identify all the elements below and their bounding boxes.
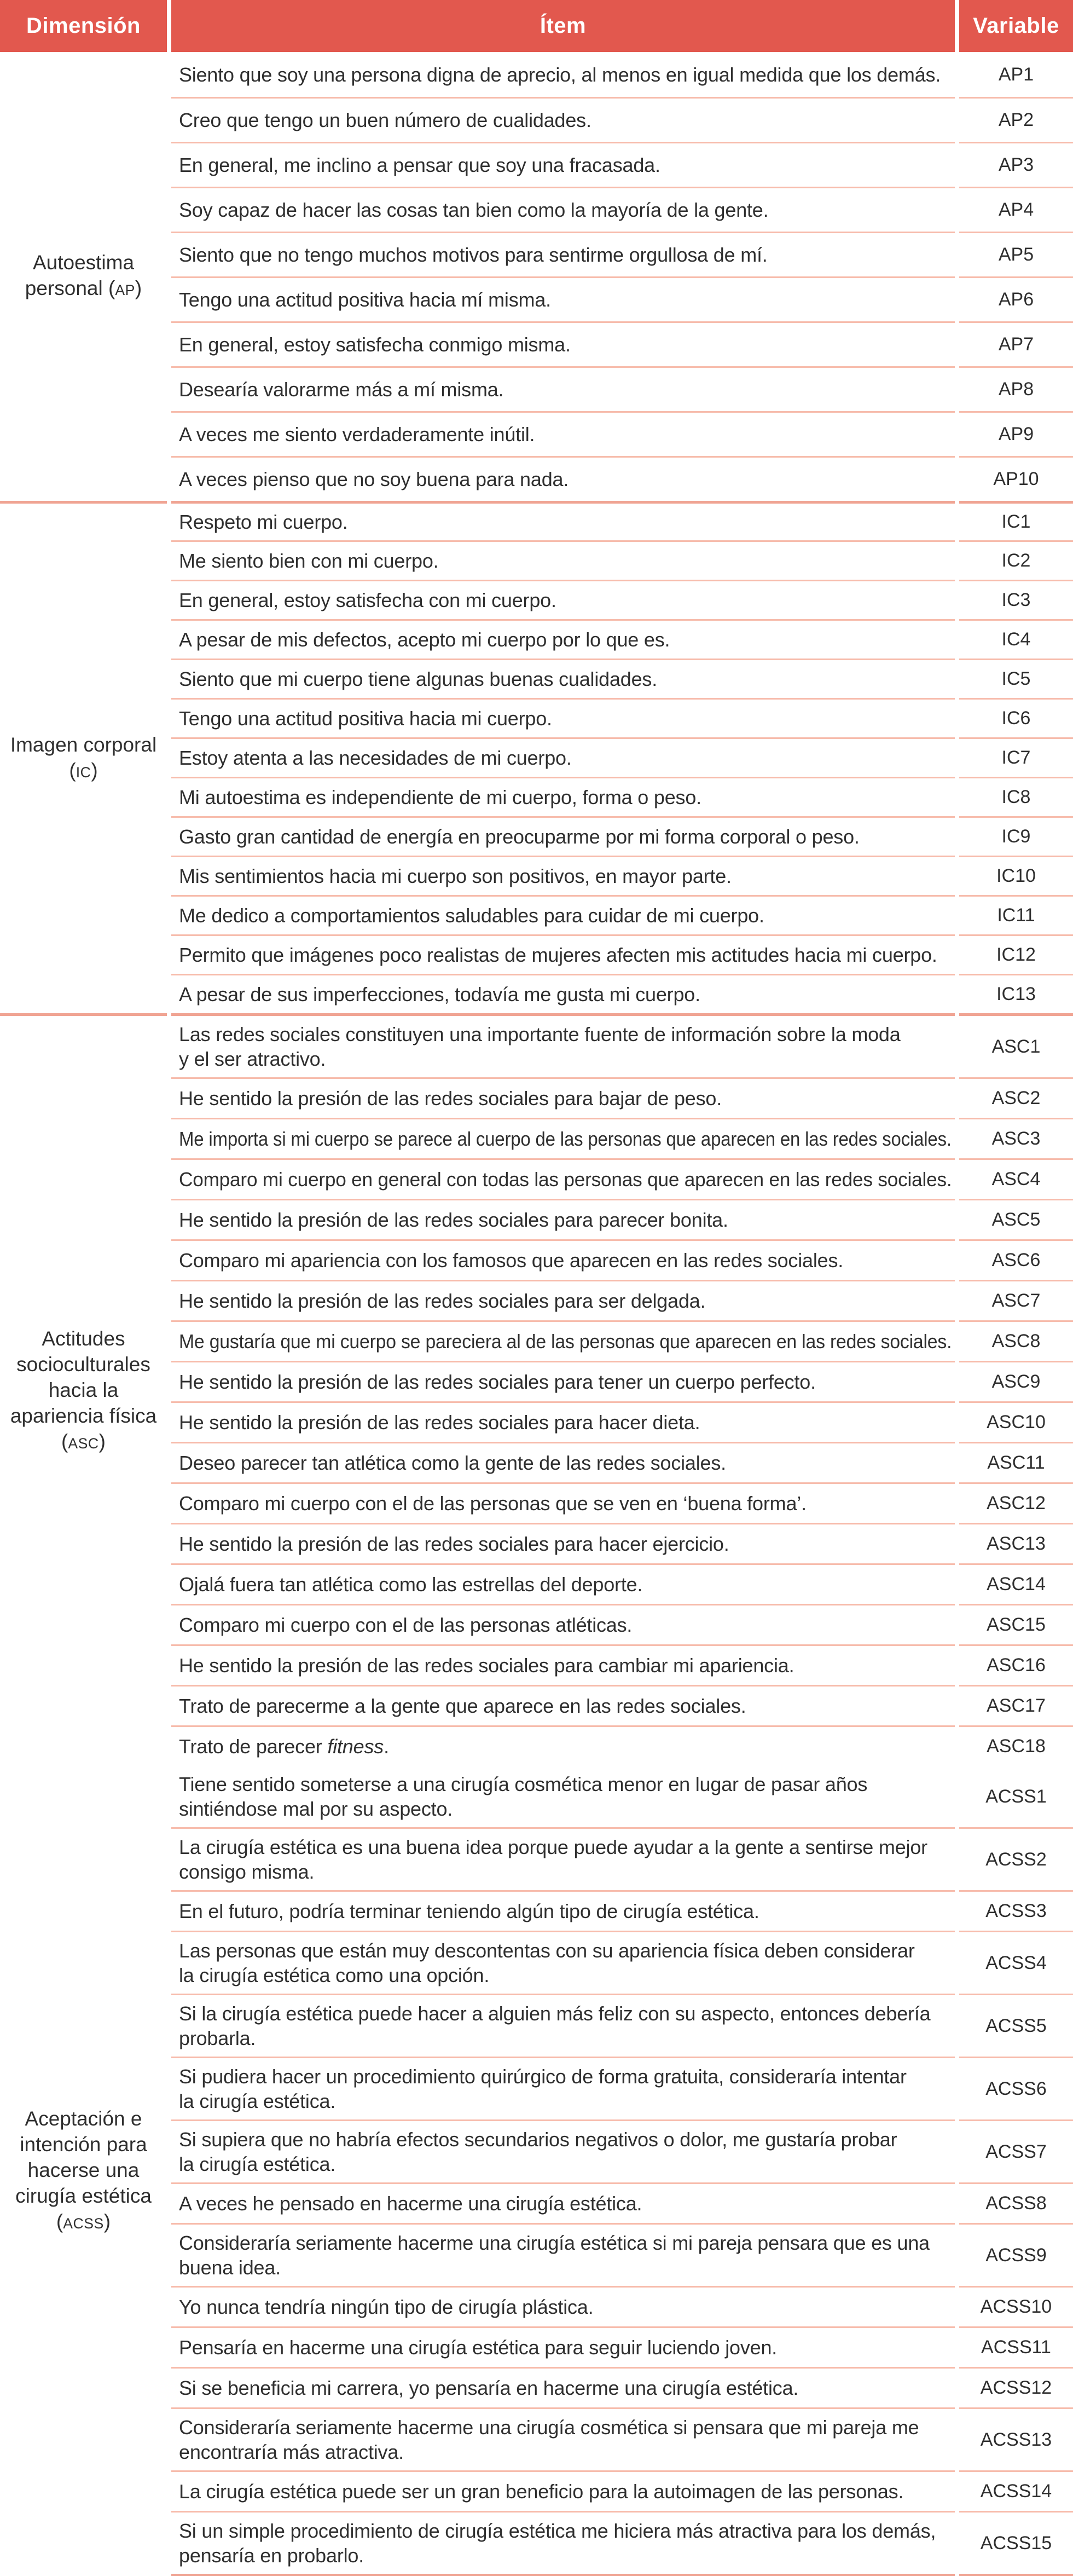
item-line xyxy=(179,667,952,691)
item-IC10 xyxy=(171,856,955,895)
table-header xyxy=(0,0,1073,52)
variable-ASC12: ASC12 xyxy=(959,1482,1073,1523)
item-text: He sentido la presión de las redes sociales para hacer dieta. xyxy=(179,1411,700,1434)
item-text: Siento que mi cuerpo tiene algunas buenas cualidades. xyxy=(179,668,658,690)
item-ASC15 xyxy=(171,1604,955,1644)
item-line xyxy=(179,2127,952,2152)
item-ASC16 xyxy=(171,1644,955,1685)
item-IC2 xyxy=(171,540,955,580)
variable-ACSS13: ACSS13 xyxy=(959,2407,1073,2470)
item-ACSS10 xyxy=(171,2286,955,2326)
item-line xyxy=(179,1572,952,1597)
item-AP4 xyxy=(171,187,955,232)
item-ACSS13 xyxy=(171,2407,955,2470)
item-ACSS15 xyxy=(171,2511,955,2576)
item-text: Desearía valorarme más a mí misma. xyxy=(179,378,504,401)
item-ASC10 xyxy=(171,1401,955,1442)
item-line xyxy=(179,2335,952,2360)
dimension-text: apariencia física xyxy=(10,1404,157,1427)
item-IC11 xyxy=(171,895,955,934)
item-text: Mi autoestima es independiente de mi cuerpo, forma o peso. xyxy=(179,786,701,808)
item-IC7 xyxy=(171,737,955,777)
item-AP5 xyxy=(171,232,955,276)
item-line xyxy=(179,1248,952,1273)
variable-ASC3: ASC3 xyxy=(959,1118,1073,1158)
item-line xyxy=(179,903,952,928)
item-line xyxy=(179,785,952,810)
dimension-line xyxy=(1,2183,166,2209)
variable-ASC1: ASC1 xyxy=(959,1013,1073,1077)
item-ASC18 xyxy=(171,1725,955,1766)
variable-ACSS6: ACSS6 xyxy=(959,2057,1073,2119)
variable-ACSS12: ACSS12 xyxy=(959,2367,1073,2407)
variable-IC4: IC4 xyxy=(959,619,1073,659)
item-text: Me dedico a comportamientos saludables para cuidar de mi cuerpo. xyxy=(179,904,764,927)
item-ASC8 xyxy=(171,1320,955,1361)
item-line xyxy=(179,2415,952,2440)
item-ASC9 xyxy=(171,1361,955,1401)
item-text: Trato de parecerme a la gente que aparece en las redes sociales. xyxy=(179,1695,746,1717)
table-body xyxy=(0,52,1073,2576)
item-line xyxy=(179,198,952,222)
item-IC6 xyxy=(171,698,955,737)
variable-IC8: IC8 xyxy=(959,777,1073,816)
item-text: He sentido la presión de las redes sociales para tener un cuerpo perfecto. xyxy=(179,1371,816,1393)
section-ic xyxy=(0,501,1073,1013)
item-text: A veces me siento verdaderamente inútil. xyxy=(179,423,535,446)
item-line xyxy=(179,62,952,87)
item-line xyxy=(179,108,952,132)
item-text: Yo nunca tendría ningún tipo de cirugía plástica. xyxy=(179,2296,594,2318)
item-line xyxy=(179,2519,952,2543)
dimension-cell-ic xyxy=(0,501,167,1013)
variable-ACSS5: ACSS5 xyxy=(959,1994,1073,2057)
item-text: Gasto gran cantidad de energía en preocuparme por mi forma corporal o peso. xyxy=(179,825,860,848)
item-text: Tengo una actitud positiva hacia mí misma. xyxy=(179,288,551,311)
item-text: sintiéndose mal por su aspecto. xyxy=(179,1798,453,1820)
item-text: la cirugía estética. xyxy=(179,2090,336,2112)
variable-ASC11: ASC11 xyxy=(959,1442,1073,1482)
item-text: Siento que no tengo muchos motivos para sentirme orgullosa de mí. xyxy=(179,244,768,266)
item-line xyxy=(179,2064,952,2089)
item-ACSS5 xyxy=(171,1994,955,2057)
item-IC5 xyxy=(171,659,955,698)
variable-IC7: IC7 xyxy=(959,737,1073,777)
item-text: pensaría en probarlo. xyxy=(179,2544,364,2567)
item-line xyxy=(179,1899,952,1924)
item-text: probarla. xyxy=(179,2027,256,2049)
dimension-abbr: IC xyxy=(76,764,91,781)
item-text: Creo que tengo un buen número de cualidades. xyxy=(179,109,591,131)
item-AP2 xyxy=(171,97,955,142)
item-line xyxy=(179,1653,952,1678)
item-text: Respeto mi cuerpo. xyxy=(179,511,348,533)
item-text: Deseo parecer tan atlética como la gente de las redes sociales. xyxy=(179,1452,726,1474)
dimension-line xyxy=(1,2106,166,2132)
item-ACSS11 xyxy=(171,2326,955,2367)
variable-ACSS7: ACSS7 xyxy=(959,2119,1073,2182)
item-line xyxy=(179,627,952,652)
item-text: Comparo mi cuerpo con el de las personas atléticas. xyxy=(179,1614,633,1636)
dimension-line xyxy=(1,1403,166,1429)
variable-ASC18: ASC18 xyxy=(959,1725,1073,1766)
item-text: La cirugía estética puede ser un gran beneficio para la autoimagen de las personas. xyxy=(179,2480,904,2503)
item-line xyxy=(179,548,952,573)
item-ACSS12 xyxy=(171,2367,955,2407)
item-line xyxy=(179,2295,952,2319)
item-line xyxy=(179,982,952,1007)
variable-ASC16: ASC16 xyxy=(959,1644,1073,1685)
item-text: En general, me inclino a pensar que soy una fracasada. xyxy=(179,154,660,176)
dimension-line xyxy=(1,1326,166,1351)
item-line xyxy=(179,1127,952,1151)
item-AP6 xyxy=(171,276,955,321)
item-line xyxy=(179,1208,952,1232)
item-AP9 xyxy=(171,411,955,456)
item-line xyxy=(179,1410,952,1435)
item-line xyxy=(179,2231,952,2255)
variable-ASC6: ASC6 xyxy=(959,1239,1073,1280)
item-ASC13 xyxy=(171,1523,955,1563)
item-line xyxy=(179,746,952,770)
item-text: He sentido la presión de las redes sociales para bajar de peso. xyxy=(179,1087,722,1110)
item-line xyxy=(179,2440,952,2464)
item-ASC4 xyxy=(171,1158,955,1199)
dimension-abbr: ASC xyxy=(68,1435,99,1452)
dimension-cell-acss xyxy=(0,1766,167,2576)
dimension-line xyxy=(1,1377,166,1403)
variable-AP7: AP7 xyxy=(959,321,1073,366)
dimension-text: (ASC) xyxy=(61,1430,106,1453)
item-text: La cirugía estética es una buena idea porque puede ayudar a la gente a sentirse mejor xyxy=(179,1836,927,1858)
item-text: Si la cirugía estética puede hacer a alguien más feliz con su aspecto, entonces debería xyxy=(179,2002,931,2025)
dimension-abbr: ACSS xyxy=(63,2215,104,2232)
item-ACSS4 xyxy=(171,1931,955,1994)
item-line xyxy=(179,1734,952,1759)
item-ACSS7 xyxy=(171,2119,955,2182)
dimension-line xyxy=(1,250,166,275)
variable-IC2: IC2 xyxy=(959,540,1073,580)
item-ASC12 xyxy=(171,1482,955,1523)
variable-AP3: AP3 xyxy=(959,142,1073,187)
variable-AP8: AP8 xyxy=(959,366,1073,411)
variable-AP9: AP9 xyxy=(959,411,1073,456)
dimension-abbr: AP xyxy=(115,282,135,298)
item-line xyxy=(179,1772,952,1797)
variable-IC10: IC10 xyxy=(959,856,1073,895)
variable-ACSS14: ACSS14 xyxy=(959,2470,1073,2511)
variable-IC12: IC12 xyxy=(959,934,1073,974)
item-line xyxy=(179,2026,952,2051)
dimension-line xyxy=(1,732,166,758)
item-text: Si se beneficia mi carrera, yo pensaría en hacerme una cirugía estética. xyxy=(179,2377,799,2399)
item-text: Si pudiera hacer un procedimiento quirúrgico de forma gratuita, consideraría intentar xyxy=(179,2065,907,2088)
item-ACSS1 xyxy=(171,1766,955,1827)
dimension-line xyxy=(1,275,166,303)
item-text: la cirugía estética. xyxy=(179,2153,336,2175)
dimension-line xyxy=(1,2209,166,2237)
header-dimension: Dimensión xyxy=(0,0,167,52)
variable-ASC5: ASC5 xyxy=(959,1199,1073,1239)
variable-AP4: AP4 xyxy=(959,187,1073,232)
item-line xyxy=(179,1532,952,1556)
variable-IC3: IC3 xyxy=(959,580,1073,619)
item-text: Trato de parecer fitness. xyxy=(179,1735,389,1758)
item-AP7 xyxy=(171,321,955,366)
item-line xyxy=(179,1086,952,1111)
item-line xyxy=(179,1797,952,1821)
item-line xyxy=(179,1491,952,1516)
item-text: Si un simple procedimiento de cirugía estética me hiciera más atractiva para los demás, xyxy=(179,2520,936,2542)
item-text: Comparo mi cuerpo con el de las personas que se ven en ‘buena forma’. xyxy=(179,1492,807,1515)
item-line xyxy=(179,287,952,312)
item-IC8 xyxy=(171,777,955,816)
item-text: He sentido la presión de las redes sociales para parecer bonita. xyxy=(179,1209,728,1231)
variable-ACSS3: ACSS3 xyxy=(959,1890,1073,1931)
dimension-text: intención para xyxy=(20,2133,147,2156)
dimension-text: personal (AP) xyxy=(25,277,142,299)
item-line xyxy=(179,1047,952,1071)
variable-ASC17: ASC17 xyxy=(959,1685,1073,1725)
variable-ASC14: ASC14 xyxy=(959,1563,1073,1604)
dimension-text: Actitudes xyxy=(42,1327,125,1350)
dimension-text: Autoestima xyxy=(32,251,135,274)
item-text: A veces pienso que no soy buena para nada. xyxy=(179,468,569,490)
item-line xyxy=(179,2255,952,2280)
variable-ASC2: ASC2 xyxy=(959,1077,1073,1118)
dimension-line xyxy=(1,1351,166,1377)
variable-ACSS15: ACSS15 xyxy=(959,2511,1073,2576)
item-ASC1 xyxy=(171,1013,955,1077)
item-text: Las personas que están muy descontentas con su apariencia física deben considerar xyxy=(179,1939,915,1962)
variable-IC13: IC13 xyxy=(959,974,1073,1013)
variable-ASC4: ASC4 xyxy=(959,1158,1073,1199)
dimension-text: Aceptación e xyxy=(25,2107,142,2130)
dimension-line xyxy=(1,758,166,785)
item-line xyxy=(179,943,952,967)
item-line xyxy=(179,1289,952,1313)
variable-AP6: AP6 xyxy=(959,276,1073,321)
item-ACSS14 xyxy=(171,2470,955,2511)
item-line xyxy=(179,153,952,177)
item-ASC14 xyxy=(171,1563,955,1604)
variable-IC9: IC9 xyxy=(959,816,1073,856)
variable-ACSS8: ACSS8 xyxy=(959,2182,1073,2223)
item-text: Me siento bien con mi cuerpo. xyxy=(179,550,439,572)
item-text: consigo misma. xyxy=(179,1861,315,1883)
item-ASC7 xyxy=(171,1280,955,1320)
item-text: He sentido la presión de las redes sociales para cambiar mi apariencia. xyxy=(179,1654,794,1677)
item-IC4 xyxy=(171,619,955,659)
dimension-line xyxy=(1,2132,166,2157)
variable-ACSS10: ACSS10 xyxy=(959,2286,1073,2326)
item-line xyxy=(179,2152,952,2176)
section-ap xyxy=(0,52,1073,501)
item-line xyxy=(179,2543,952,2568)
item-text: En general, estoy satisfecha conmigo misma. xyxy=(179,333,571,356)
item-ACSS6 xyxy=(171,2057,955,2119)
item-line xyxy=(179,467,952,492)
item-line xyxy=(179,1938,952,1963)
item-line xyxy=(179,1451,952,1475)
item-ASC6 xyxy=(171,1239,955,1280)
item-ACSS3 xyxy=(171,1890,955,1931)
dimension-line xyxy=(1,1429,166,1457)
item-ASC5 xyxy=(171,1199,955,1239)
item-ASC2 xyxy=(171,1077,955,1118)
variable-ASC7: ASC7 xyxy=(959,1280,1073,1320)
item-line xyxy=(179,706,952,731)
item-text: He sentido la presión de las redes sociales para ser delgada. xyxy=(179,1290,706,1312)
item-text: A pesar de sus imperfecciones, todavía me gusta mi cuerpo. xyxy=(179,983,700,1006)
item-line xyxy=(179,1859,952,1884)
item-line xyxy=(179,2089,952,2113)
variable-ASC13: ASC13 xyxy=(959,1523,1073,1563)
item-text: Comparo mi apariencia con los famosos que aparecen en las redes sociales. xyxy=(179,1249,844,1272)
item-line xyxy=(179,1370,952,1394)
item-text: Comparo mi cuerpo en general con todas las personas que aparecen en las redes sociales. xyxy=(179,1168,952,1191)
item-IC13 xyxy=(171,974,955,1013)
item-text: Mis sentimientos hacia mi cuerpo son positivos, en mayor parte. xyxy=(179,865,732,887)
item-text: Siento que soy una persona digna de aprecio, al menos en igual medida que los demás. xyxy=(179,63,941,86)
dimension-text: (ACSS) xyxy=(56,2210,111,2233)
section-acss xyxy=(0,1766,1073,2576)
header-item: Ítem xyxy=(171,0,955,52)
item-line xyxy=(179,2479,952,2504)
variable-ACSS11: ACSS11 xyxy=(959,2326,1073,2367)
item-IC3 xyxy=(171,580,955,619)
item-line xyxy=(179,1963,952,1988)
item-ACSS2 xyxy=(171,1827,955,1890)
variable-ASC10: ASC10 xyxy=(959,1401,1073,1442)
item-text: Consideraría seriamente hacerme una cirugía estética si mi pareja pensara que es una xyxy=(179,2232,930,2254)
item-ASC11 xyxy=(171,1442,955,1482)
item-line xyxy=(179,377,952,402)
item-text: Me importa si mi cuerpo se parece al cuerpo de las personas que aparecen en las redes sociales. xyxy=(179,1128,952,1150)
section-asc xyxy=(0,1013,1073,1766)
header-variable: Variable xyxy=(959,0,1073,52)
variable-ASC8: ASC8 xyxy=(959,1320,1073,1361)
item-text: A pesar de mis defectos, acepto mi cuerpo por lo que es. xyxy=(179,628,670,651)
dimension-cell-ap xyxy=(0,52,167,501)
item-ASC17 xyxy=(171,1685,955,1725)
item-IC1 xyxy=(171,501,955,540)
item-text: Tengo una actitud positiva hacia mi cuerpo. xyxy=(179,707,552,730)
item-line xyxy=(179,824,952,849)
item-AP10 xyxy=(171,456,955,501)
item-text: y el ser atractivo. xyxy=(179,1048,326,1070)
variable-AP5: AP5 xyxy=(959,232,1073,276)
item-line xyxy=(179,242,952,267)
item-text: buena idea. xyxy=(179,2256,281,2279)
item-text: Consideraría seriamente hacerme una cirugía cosmética si pensara que mi pareja me xyxy=(179,2416,919,2439)
variable-ACSS9: ACSS9 xyxy=(959,2223,1073,2286)
item-line xyxy=(179,588,952,613)
item-text: Me gustaría que mi cuerpo se pareciera al de las personas que aparecen en las redes sociales. xyxy=(179,1330,952,1353)
dimension-text: cirugía estética xyxy=(15,2184,152,2207)
item-line xyxy=(179,510,952,534)
item-line xyxy=(179,2001,952,2026)
item-ACSS8 xyxy=(171,2182,955,2223)
variable-ASC15: ASC15 xyxy=(959,1604,1073,1644)
item-line xyxy=(179,864,952,888)
dimension-text: socioculturales xyxy=(16,1353,150,1376)
variable-ACSS2: ACSS2 xyxy=(959,1827,1073,1890)
variable-IC6: IC6 xyxy=(959,698,1073,737)
item-AP3 xyxy=(171,142,955,187)
variable-ASC9: ASC9 xyxy=(959,1361,1073,1401)
item-text: Las redes sociales constituyen una importante fuente de información sobre la moda xyxy=(179,1023,901,1046)
item-line xyxy=(179,1329,952,1354)
dimension-text: Imagen corporal xyxy=(10,733,157,756)
item-text: Ojalá fuera tan atlética como las estrellas del deporte. xyxy=(179,1573,643,1596)
item-text: He sentido la presión de las redes sociales para hacer ejercicio. xyxy=(179,1533,729,1555)
variable-ACSS1: ACSS1 xyxy=(985,1786,1047,1807)
item-AP8 xyxy=(171,366,955,411)
item-text: encontraría más atractiva. xyxy=(179,2441,404,2463)
variable-IC11: IC11 xyxy=(959,895,1073,934)
item-line xyxy=(179,1613,952,1637)
item-text: Estoy atenta a las necesidades de mi cuerpo. xyxy=(179,747,572,769)
dimension-text: hacia la xyxy=(48,1378,119,1401)
item-text: Permito que imágenes poco realistas de mujeres afecten mis actitudes hacia mi cuerpo. xyxy=(179,944,937,966)
item-line xyxy=(179,1694,952,1718)
item-text: A veces he pensado en hacerme una cirugía estética. xyxy=(179,2192,642,2215)
item-text: Si supiera que no habría efectos secundarios negativos o dolor, me gustaría probar xyxy=(179,2128,897,2151)
item-ASC3 xyxy=(171,1118,955,1158)
item-line xyxy=(179,1835,952,1859)
item-text: En general, estoy satisfecha con mi cuerpo. xyxy=(179,589,556,611)
item-ACSS9 xyxy=(171,2223,955,2286)
dimension-text: hacerse una xyxy=(27,2158,140,2181)
dimension-text: (IC) xyxy=(69,759,98,782)
item-line xyxy=(179,1022,952,1047)
item-text: Tiene sentido someterse a una cirugía cosmética menor en lugar de pasar años xyxy=(179,1773,868,1795)
item-text: En el futuro, podría terminar teniendo algún tipo de cirugía estética. xyxy=(179,1900,759,1922)
item-AP1 xyxy=(171,52,955,97)
dimension-line xyxy=(1,2157,166,2183)
item-line xyxy=(179,2376,952,2400)
item-line xyxy=(179,422,952,447)
item-line xyxy=(179,2191,952,2216)
variable-AP1: AP1 xyxy=(998,63,1034,85)
variable-AP2: AP2 xyxy=(959,97,1073,142)
item-text: la cirugía estética como una opción. xyxy=(179,1964,490,1986)
item-text: Pensaría en hacerme una cirugía estética para seguir luciendo joven. xyxy=(179,2336,778,2359)
item-line xyxy=(179,1167,952,1192)
item-line xyxy=(179,332,952,357)
item-IC12 xyxy=(171,934,955,974)
variable-IC5: IC5 xyxy=(959,659,1073,698)
variable-AP10: AP10 xyxy=(959,456,1073,501)
variable-IC1: IC1 xyxy=(959,501,1073,540)
item-text: Soy capaz de hacer las cosas tan bien como la mayoría de la gente. xyxy=(179,199,769,221)
variable-ACSS4: ACSS4 xyxy=(959,1931,1073,1994)
item-IC9 xyxy=(171,816,955,856)
dimension-cell-asc xyxy=(0,1013,167,1766)
